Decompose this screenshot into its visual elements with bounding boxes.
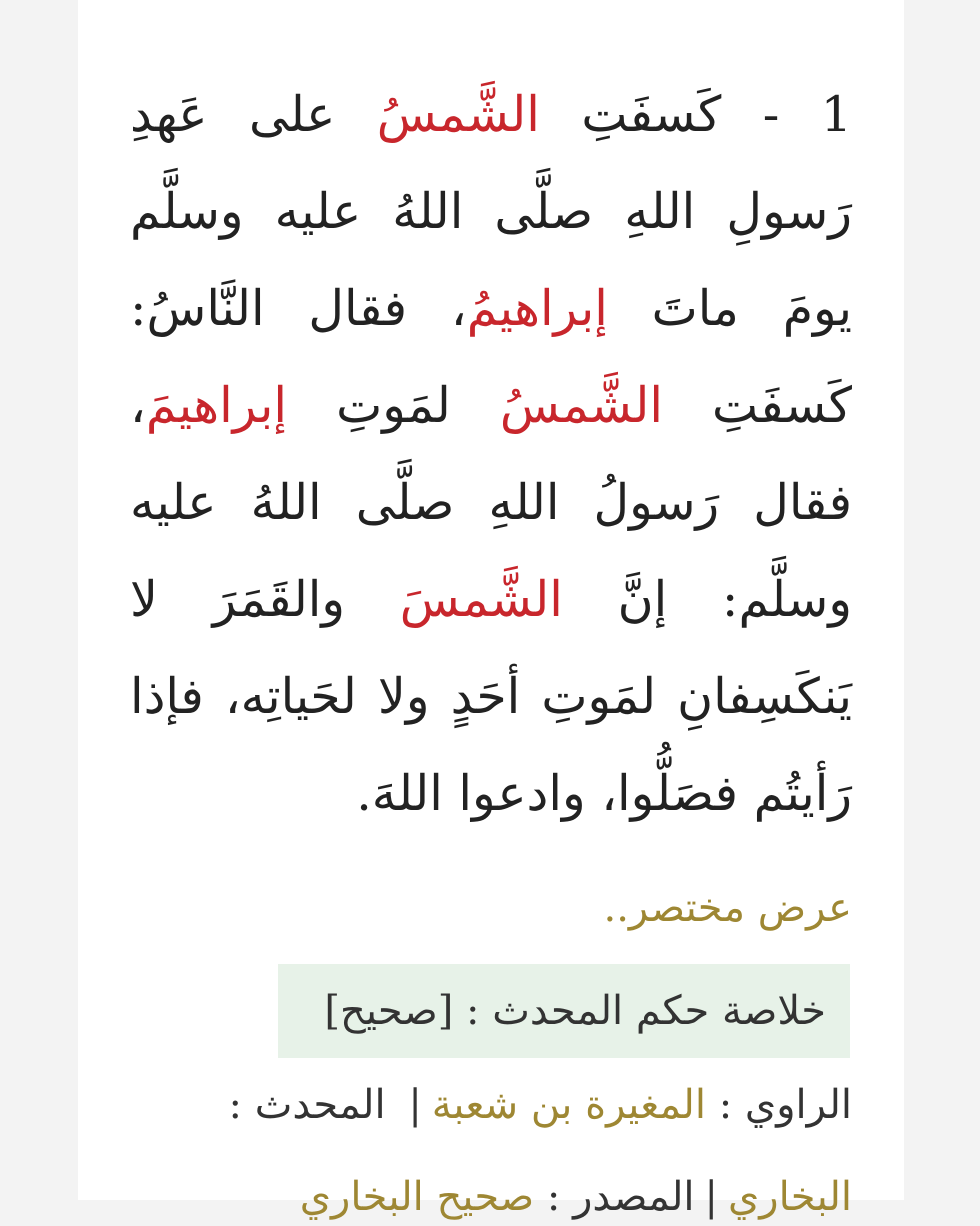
ruling-label: خلاصة حكم المحدث : xyxy=(466,988,826,1034)
narrator-label: الراوي : xyxy=(718,1082,852,1128)
hadith-text-part: ، فقال رَسولُ اللهِ صلَّى اللهُ عليه وسلَّم: إنَّ xyxy=(130,377,852,628)
highlighted-term: إبراهيمُ xyxy=(466,280,608,337)
muhaddith-label: المحدث : xyxy=(228,1082,386,1128)
highlighted-term: الشَّمسُ xyxy=(376,86,540,143)
hadith-number: 1 - xyxy=(721,86,852,143)
hadith-text-part: ، فقال النَّاسُ: كَسفَتِ xyxy=(130,280,852,434)
hadith-text-part: كَسفَتِ xyxy=(539,86,722,143)
source-label: المصدر : xyxy=(546,1174,695,1220)
narrator-line xyxy=(130,1076,852,1134)
highlighted-term: الشَّمسُ xyxy=(499,377,663,434)
hadith-text-part: لمَوتِ xyxy=(286,377,500,434)
hadith-text-part: على عَهدِ رَسولِ اللهِ صلَّى اللهُ عليه وسلَّم يومَ ماتَ xyxy=(130,86,852,337)
muhaddith-name-link[interactable]: البخاري xyxy=(727,1174,852,1220)
hadith-text xyxy=(130,0,852,842)
separator: | xyxy=(408,1082,422,1128)
ruling-box xyxy=(278,964,850,1058)
page-card xyxy=(78,0,904,1220)
source-line xyxy=(130,1168,852,1226)
hadith-result xyxy=(130,0,852,1220)
hadith-text-part: والقَمَرَ لا يَنكَسِفانِ لمَوتِ أحَدٍ ولا لحَياتِه، فإذا رَأيتُم فصَلُّوا، وادعوا اللهَ. xyxy=(130,571,852,822)
narrator-name-link[interactable]: المغيرة بن شعبة xyxy=(431,1082,706,1128)
ruling-value: [صحيح] xyxy=(324,988,454,1034)
brief-view-link[interactable]: عرض مختصر.. xyxy=(603,885,852,931)
highlighted-term: إبراهيمَ xyxy=(145,377,287,434)
highlighted-term: الشَّمسَ xyxy=(399,571,563,628)
source-name-link[interactable]: صحيح البخاري xyxy=(299,1174,535,1220)
separator: | xyxy=(704,1174,718,1220)
